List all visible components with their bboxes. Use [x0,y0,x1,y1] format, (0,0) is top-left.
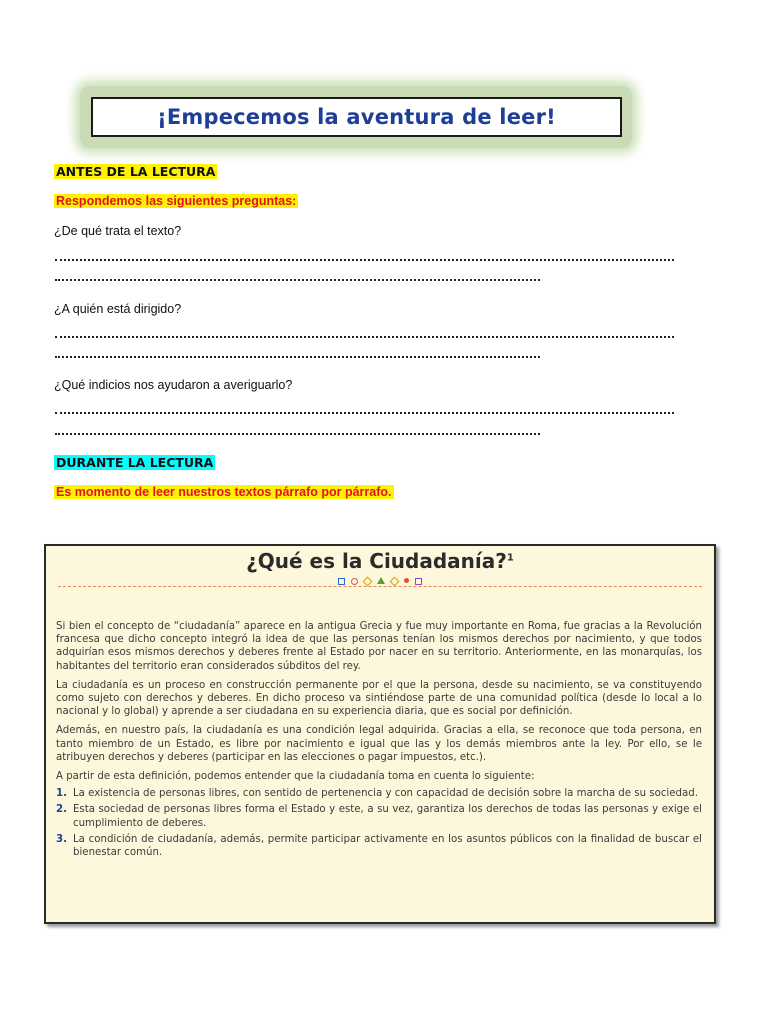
article-body [56,620,702,862]
title-banner [91,97,622,137]
question-2: ¿A quién está dirigido? [54,302,182,316]
ornament-row [46,578,714,585]
answer-line[interactable] [55,259,674,261]
answer-line[interactable] [55,433,540,435]
question-3: ¿Qué indicios nos ayudaron a averiguarlo? [54,378,293,392]
triangle-icon [377,577,385,584]
diamond-icon [363,577,373,587]
question-1: ¿De qué trata el texto? [54,224,182,238]
list-text: Esta sociedad de personas libres forma el Estado y este, a su vez, garantiza los derechos de todas las personas y exige el cumplimiento de deberes. [73,804,702,829]
article-paragraph: La ciudadanía es un proceso en construcción permanente por el que la persona, desde su nacimiento, se va constituyendo como sujeto con derechos y deberes. En dicho proceso va sintiéndose parte de una comunidad política (desde lo local a lo nacional y lo global) y aprende a ser ciudadana en su experiencia diaria, que es social por definición. [56,679,702,718]
page-title: ¡Empecemos la aventura de leer! [157,105,556,129]
circle-icon [351,578,358,585]
square-icon [415,578,422,585]
antes-heading: ANTES DE LA LECTURA [56,164,216,179]
article-paragraph: Si bien el concepto de “ciudadanía” aparece en la antigua Grecia y fue muy importante en Roma, fue gracias a la Revolución francesa que dicho concepto integró la idea de que las personas tenían los mismos derechos por nacimiento, y que todos adquirían esos mismos derechos y deberes frente al Estado por nacer en su territorio. Anteriormente, en las monarquías, los habitantes del territorio eran considerados súbditos del rey. [56,621,702,672]
durante-heading: DURANTE LA LECTURA [56,455,214,470]
list-item [56,803,702,829]
list-text: La condición de ciudadanía, además, permite participar activamente en los asuntos públicos con la finalidad de buscar el bienestar común. [73,833,702,859]
list-number: 1. [56,788,67,800]
list-number: 2. [56,804,67,816]
list-number: 3. [56,833,67,845]
article-list [56,787,702,859]
article-title-text: ¿Qué es la Ciudadanía? [246,549,507,573]
list-text: La existencia de personas libres, con sentido de pertenencia y con capacidad de decisión sobre la marcha de su sociedad. [73,788,698,800]
answer-line[interactable] [55,412,674,414]
answer-line[interactable] [55,336,674,338]
list-item [56,833,702,859]
dashed-divider [58,586,702,587]
answer-line[interactable] [55,356,540,358]
square-icon [338,578,345,585]
list-item [56,787,702,800]
footnote-mark: 1 [506,552,514,564]
dot-icon [404,578,409,583]
article-title [46,549,714,573]
article-paragraph: A partir de esta definición, podemos entender que la ciudadanía toma en cuenta lo siguiente: [56,771,535,783]
antes-subheading: Respondemos las siguientes preguntas: [56,194,297,208]
article-paragraph: Además, en nuestro país, la ciudadanía es una condición legal adquirida. Gracias a ella, se reconoce que toda persona, en tanto miembro de un Estado, es libre por nacimiento e igual que las y los demás miembros ante la ley. Por ello, se le atribuyen derechos y deberes (participar en las elecciones o pagar impuestos, etc.). [56,725,702,763]
diamond-icon [390,577,400,587]
answer-line[interactable] [55,279,540,281]
durante-subheading: Es momento de leer nuestros textos párrafo por párrafo. [56,485,392,499]
article-panel [44,544,716,924]
